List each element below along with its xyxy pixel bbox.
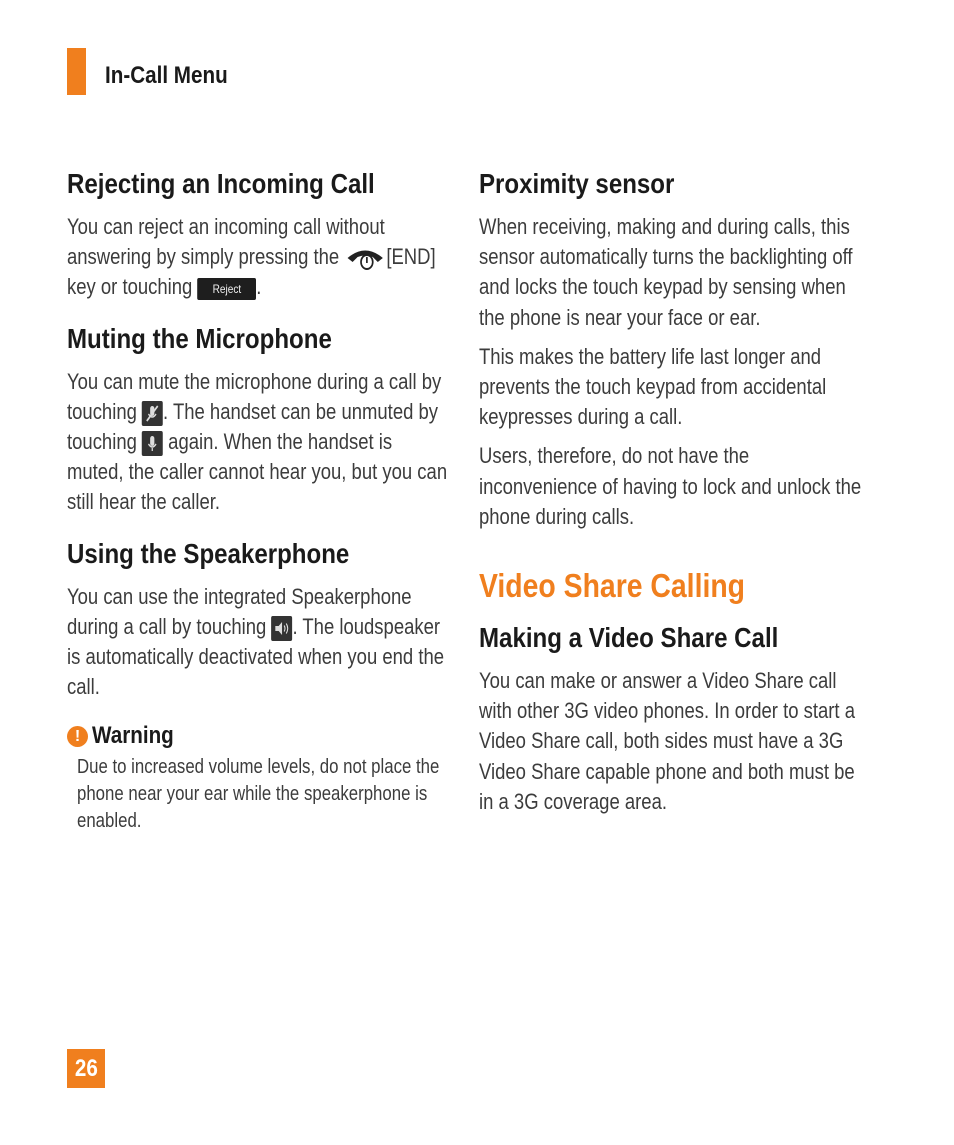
video-share-subtitle: Making a Video Share Call xyxy=(479,622,779,654)
header-accent-bar xyxy=(67,48,86,95)
mute-text-3: again. When the handset is muted, the caller cannot hear you, but you can still hear the caller. xyxy=(67,429,448,515)
unmute-microphone-icon[interactable] xyxy=(142,431,163,456)
speaker-text-2: . The loudspeaker is automatically deactivated when you end the call. xyxy=(67,613,445,700)
reject-text-2: [END] xyxy=(386,244,436,270)
reject-text-1: You can reject an incoming call without answering by simply pressing the xyxy=(67,214,385,270)
reject-paragraph xyxy=(67,212,452,303)
mute-paragraph xyxy=(67,367,452,518)
video-share-paragraph: You can make or answer a Video Share call with other 3G video phones. In order to start a Video Share call, both sides must have a 3G Video Share capable phone and both must be in a 3G coverage area. xyxy=(479,668,855,814)
speaker-paragraph xyxy=(67,582,452,703)
proximity-paragraph-2: This makes the battery life last longer and prevents the touch keypad from accidental keypresses during a call. xyxy=(479,343,827,430)
reject-title: Rejecting an Incoming Call xyxy=(67,168,375,199)
speaker-text-1: You can use the integrated Speakerphone during a call by touching xyxy=(67,583,412,639)
speakerphone-icon[interactable] xyxy=(271,616,292,641)
proximity-paragraph-1: When receiving, making and during calls, this sensor automatically turns the backlighting off and locks the touch keypad by sensing when the phone is near your face or ear. xyxy=(479,214,853,330)
reject-text-4: . xyxy=(256,274,262,300)
mute-title: Muting the Microphone xyxy=(67,322,332,354)
left-column xyxy=(67,166,452,835)
header-title: In-Call Menu xyxy=(105,62,228,89)
warning-text: Due to increased volume levels, do not place the phone near your ear while the speakerphone is enabled. xyxy=(77,756,440,833)
page-number xyxy=(67,1049,105,1088)
right-column xyxy=(479,166,869,817)
video-share-heading: Video Share Calling xyxy=(479,567,746,605)
end-call-icon xyxy=(344,245,386,271)
mute-text-2: . The handset can be unmuted by touching xyxy=(67,398,439,455)
page-number-text: 26 xyxy=(74,1055,98,1082)
proximity-title: Proximity sensor xyxy=(479,168,675,199)
mute-microphone-icon[interactable] xyxy=(142,401,163,426)
warning-title: Warning xyxy=(92,722,174,750)
reject-button[interactable]: Reject xyxy=(197,278,256,300)
speaker-title: Using the Speakerphone xyxy=(67,537,350,569)
mute-text-1: You can mute the microphone during a call by touching xyxy=(67,368,442,424)
warning-header xyxy=(67,722,452,750)
proximity-paragraph-3: Users, therefore, do not have the inconvenience of having to lock and unlock the phone during calls. xyxy=(479,443,862,529)
reject-text-3: key or touching xyxy=(67,274,193,300)
warning-icon: ! xyxy=(67,726,88,747)
